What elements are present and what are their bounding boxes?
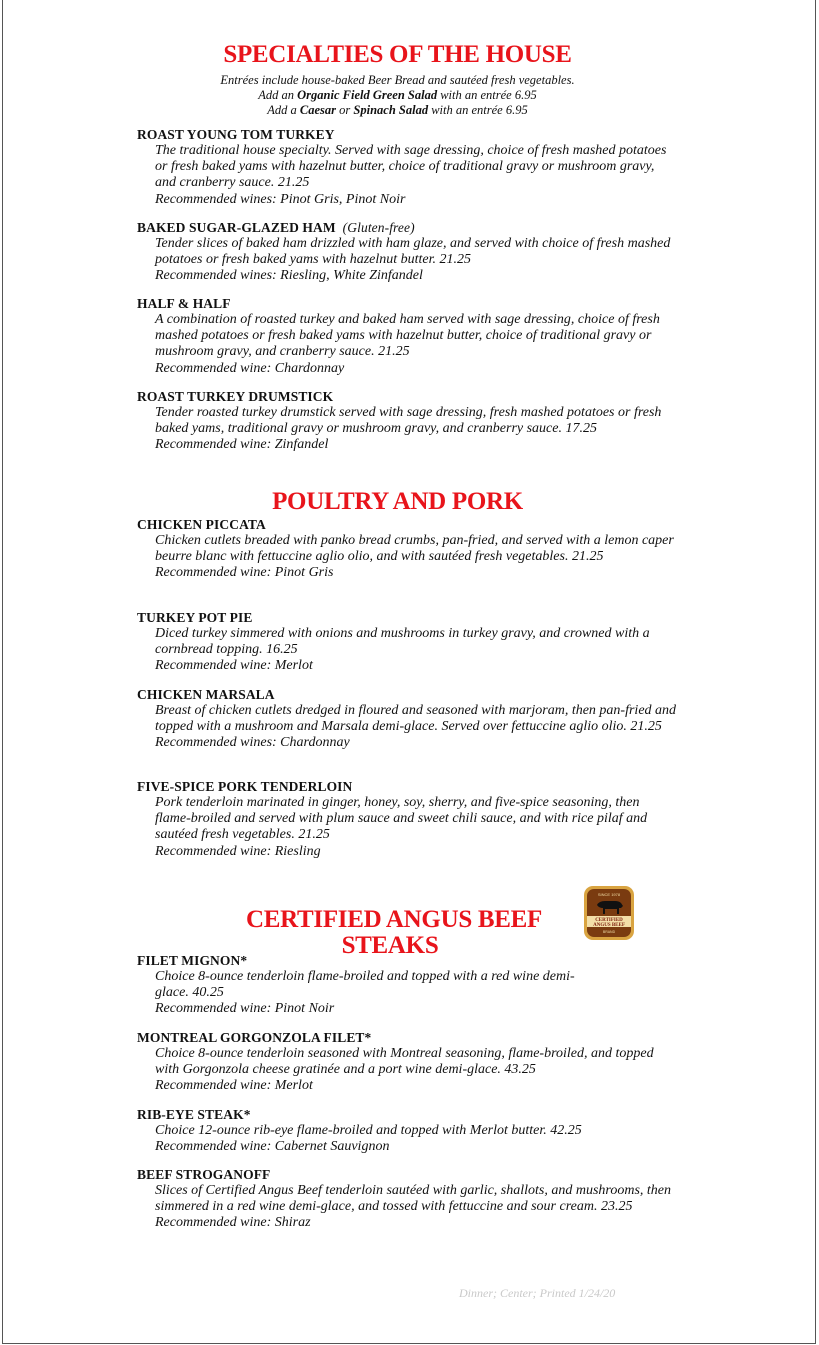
menu-item-name <box>137 1107 677 1123</box>
menu-item-description: Diced turkey simmered with onions and mushrooms in turkey gravy, and crowned with a cornbread topping. 16.25 <box>155 626 650 658</box>
menu-item-description: Choice 8-ounce tenderloin seasoned with Montreal seasoning, flame-broiled, and topped with Gorgonzola cheese gratinée and a port wine demi-glace. 43.25 <box>155 1046 654 1078</box>
menu-item-name <box>137 296 677 312</box>
menu-item <box>137 1030 677 1095</box>
menu-item <box>137 687 677 752</box>
item-name-text: FILET MIGNON* <box>137 953 248 968</box>
intro-line-3-bold-1: Caesar <box>299 103 337 117</box>
intro-line-3-pre: Add a <box>267 103 300 117</box>
menu-item <box>137 127 677 208</box>
menu-item <box>137 953 677 1018</box>
menu-item-name <box>137 610 677 626</box>
certified-angus-beef-logo <box>583 885 635 941</box>
intro-line-1: Entrées include house-baked Beer Bread and sautéed fresh vegetables. <box>220 73 575 87</box>
menu-item <box>137 1167 677 1232</box>
intro-line-3 <box>0 103 795 118</box>
intro-line-3-mid: or <box>336 103 354 117</box>
menu-item-wine: Recommended wine: Pinot Gris <box>155 565 334 581</box>
item-name-text: CHICKEN MARSALA <box>137 687 275 702</box>
menu-item-wine: Recommended wine: Merlot <box>155 658 313 674</box>
menu-item <box>137 296 677 377</box>
menu-item-name <box>137 779 677 795</box>
menu-item-description: Slices of Certified Angus Beef tenderloin sautéed with garlic, shallots, and mushrooms, then simmered in a red wine demi-glace, and tossed with fettuccine and sour cream. 23.25 <box>155 1183 672 1215</box>
menu-item-wine: Recommended wine: Zinfandel <box>155 437 329 453</box>
menu-item-wine: Recommended wines: Riesling, White Zinfandel <box>155 268 423 284</box>
item-name-text: ROAST YOUNG TOM TURKEY <box>137 127 335 142</box>
menu-item-name <box>137 517 677 533</box>
section-title-steaks: STEAKS <box>341 932 439 959</box>
menu-item-wine: Recommended wines: Pinot Gris, Pinot Noir <box>155 191 406 207</box>
menu-item <box>137 220 677 285</box>
menu-item-description: Chicken cutlets breaded with panko bread crumbs, pan-fried, and served with a lemon caper beurre blanc with fettuccine aglio olio, and with sautéed fresh vegetables. 21.25 <box>155 533 674 565</box>
menu-item-description: Breast of chicken cutlets dredged in floured and seasoned with marjoram, then pan-fried and topped with a mushroom and Marsala demi-glace. Served over fettuccine aglio olio. 21.25 <box>155 703 677 735</box>
menu-item-note: (Gluten-free) <box>342 220 415 235</box>
intro-line-2-post: with an entrée 6.95 <box>437 88 537 102</box>
print-footer: Dinner; Center; Printed 1/24/20 <box>459 1286 616 1300</box>
item-name-text: ROAST TURKEY DRUMSTICK <box>137 389 334 404</box>
item-name-text: HALF & HALF <box>137 296 231 311</box>
menu-item-wine: Recommended wine: Merlot <box>155 1078 313 1094</box>
menu-item-description: The traditional house specialty. Served with sage dressing, choice of fresh mashed potatoes or fresh baked yams with hazelnut butter, choice of traditional gravy or mushroom gravy, and cranberry sauce. 21.25 <box>155 143 667 191</box>
menu-item-description: A combination of roasted turkey and baked ham served with sage dressing, choice of fresh mashed potatoes or fresh baked yams with hazelnut butter, choice of traditional gravy or mushroom gravy, and cranberry sauce. 21.25 <box>155 312 660 360</box>
menu-item-name <box>137 953 677 969</box>
section-title-poultry-pork: POULTRY AND PORK <box>272 488 523 515</box>
item-name-text: TURKEY POT PIE <box>137 610 253 625</box>
logo-line-2: ANGUS BEEF <box>593 923 625 928</box>
menu-item-wine: Recommended wines: Chardonnay <box>155 735 350 751</box>
item-name-text: RIB-EYE STEAK* <box>137 1107 251 1122</box>
menu-item-name <box>137 220 677 236</box>
menu-item-name <box>137 1030 677 1046</box>
menu-item-wine: Recommended wine: Shiraz <box>155 1215 311 1231</box>
intro-line-2-pre: Add an <box>258 88 298 102</box>
menu-item-name <box>137 1167 677 1183</box>
intro-line-3-post: with an entrée 6.95 <box>428 103 528 117</box>
logo-brand: BRAND <box>602 930 616 934</box>
section-intro <box>0 73 795 118</box>
item-name-text: CHICKEN PICCATA <box>137 517 266 532</box>
menu-item-wine: Recommended wine: Pinot Noir <box>155 1001 335 1017</box>
menu-item-name <box>137 687 677 703</box>
menu-item-description: Choice 8-ounce tenderloin flame-broiled and topped with a red wine demi-glace. 40.25 <box>155 969 575 1001</box>
menu-item-wine: Recommended wine: Chardonnay <box>155 360 345 376</box>
item-name-text: BEEF STROGANOFF <box>137 1167 271 1182</box>
menu-item-description: Tender slices of baked ham drizzled with ham glaze, and served with choice of fresh mashed potatoes or fresh baked yams with hazelnut butter. 21.25 <box>155 236 671 268</box>
logo-since: SINCE 1978 <box>597 892 621 897</box>
item-name-text: MONTREAL GORGONZOLA FILET* <box>137 1030 372 1045</box>
item-name-text: FIVE-SPICE PORK TENDERLOIN <box>137 779 353 794</box>
menu-item-description: Choice 12-ounce rib-eye flame-broiled and topped with Merlot butter. 42.25 <box>155 1123 582 1138</box>
section-title-specialties: SPECIALTIES OF THE HOUSE <box>223 41 572 68</box>
intro-line-3-bold-2: Spinach Salad <box>353 103 429 117</box>
intro-line-2-bold: Organic Field Green Salad <box>297 88 438 102</box>
menu-item-description: Tender roasted turkey drumstick served with sage dressing, fresh mashed potatoes or fresh baked yams, traditional gravy or mushroom gravy, and cranberry sauce. 17.25 <box>155 405 662 437</box>
menu-item-name <box>137 389 677 405</box>
intro-line-2 <box>0 88 795 103</box>
section-title-angus-beef: CERTIFIED ANGUS BEEF <box>246 906 542 933</box>
logo-line-1: CERTIFIED <box>595 918 623 923</box>
menu-item-name <box>137 127 677 143</box>
menu-item-wine: Recommended wine: Riesling <box>155 843 321 859</box>
item-name-text: BAKED SUGAR-GLAZED HAM <box>137 220 336 235</box>
menu-item <box>137 389 677 454</box>
menu-item <box>137 610 677 675</box>
menu-item <box>137 779 677 860</box>
menu-item-wine: Recommended wine: Cabernet Sauvignon <box>155 1139 390 1155</box>
menu-item <box>137 1107 677 1155</box>
menu-item-description: Pork tenderloin marinated in ginger, honey, soy, sherry, and five-spice seasoning, then flame-broiled and served with plum sauce and sweet chili sauce, and with rice pilaf and sautéed fresh vegetables. 21.25 <box>155 795 648 843</box>
menu-item <box>137 517 677 582</box>
